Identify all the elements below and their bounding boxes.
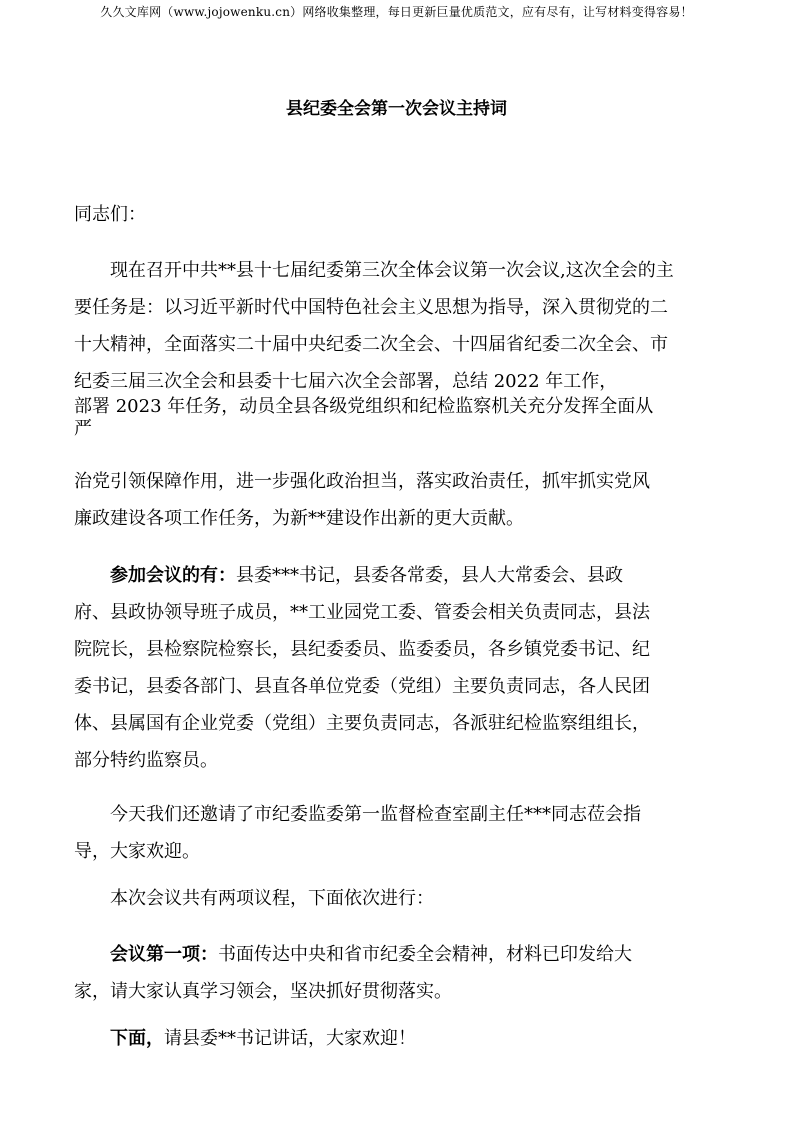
item1-label: 会议第一项： bbox=[110, 944, 218, 965]
opening-paragraph-end bbox=[74, 463, 720, 537]
item1-paragraph bbox=[74, 936, 720, 1010]
item1-line-2: 家，请大家认真学习领会，坚决抓好贯彻落实。 bbox=[74, 981, 452, 1002]
opening-paragraph-cont bbox=[74, 396, 720, 440]
opening-line-2: 要任务是：以习近平新时代中国特色社会主义思想为指导，深入贯彻党的二 bbox=[74, 297, 668, 318]
opening-line-7: 治党引领保障作用，进一步强化政治担当，落实政治责任，抓牢抓实党风 bbox=[74, 471, 650, 492]
salutation: 同志们： bbox=[74, 204, 146, 225]
attendees-paragraph bbox=[74, 557, 720, 779]
invite-paragraph bbox=[74, 796, 720, 870]
attendees-text-1: 县委***书记，县委各常委，县人大常委会、县政 bbox=[236, 565, 623, 586]
opening-line-8: 廉政建设各项工作任务，为新**建设作出新的更大贡献。 bbox=[74, 508, 524, 529]
opening-line-6: 严 bbox=[74, 418, 92, 439]
page-header: 久久文库网（www.jojowenku.cn）网络收集整理，每日更新巨量优质范文，应有尽有，让写材料变得容易！ bbox=[100, 5, 693, 19]
attendees-label: 参加会议的有： bbox=[110, 565, 236, 586]
opening-line-3: 十大精神，全面落实二十届中央纪委二次全会、十四届省纪委二次全会、市 bbox=[74, 334, 668, 355]
invite-line-2: 导，大家欢迎。 bbox=[74, 841, 200, 862]
attendees-line-2: 府、县政协领导班子成员，**工业园党工委、管委会相关负责同志，县法 bbox=[74, 602, 650, 623]
attendees-line-5: 体、县属国有企业党委（党组）主要负责同志，各派驻纪检监察组组长， bbox=[74, 713, 650, 734]
item1-line-1 bbox=[74, 936, 720, 973]
next-text: 请县委**书记讲话，大家欢迎！ bbox=[164, 1028, 416, 1049]
next-paragraph bbox=[74, 1020, 720, 1057]
invite-line-1: 今天我们还邀请了市纪委监委第一监督检查室副主任***同志莅会指 bbox=[110, 804, 641, 825]
item1-text-1: 书面传达中央和省市纪委全会精神，材料已印发给大 bbox=[218, 944, 632, 965]
opening-paragraph bbox=[74, 252, 720, 400]
attendees-line-4: 委书记，县委各部门、县直各单位党委（党组）主要负责同志，各人民团 bbox=[74, 676, 650, 697]
opening-line-5: 部署 2023 年任务，动员全县各级党组织和纪检监察机关充分发挥全面从 bbox=[74, 396, 654, 417]
document-title: 县纪委全会第一次会议主持词 bbox=[286, 99, 507, 119]
next-label: 下面， bbox=[110, 1028, 164, 1049]
attendees-line-3: 院院长，县检察院检察长，县纪委委员、监委委员，各乡镇党委书记、纪 bbox=[74, 639, 650, 660]
opening-line-1: 现在召开中共**县十七届纪委第三次全体会议第一次会议,这次全会的主 bbox=[110, 260, 674, 281]
agenda-paragraph: 本次会议共有两项议程，下面依次进行： bbox=[110, 888, 434, 909]
next-line bbox=[74, 1020, 720, 1057]
opening-line-4: 纪委三届三次全会和县委十七届六次全会部署，总结 2022 年工作， bbox=[74, 371, 618, 392]
attendees-line-6: 部分特约监察员。 bbox=[74, 750, 218, 771]
attendees-line-1 bbox=[74, 557, 720, 594]
